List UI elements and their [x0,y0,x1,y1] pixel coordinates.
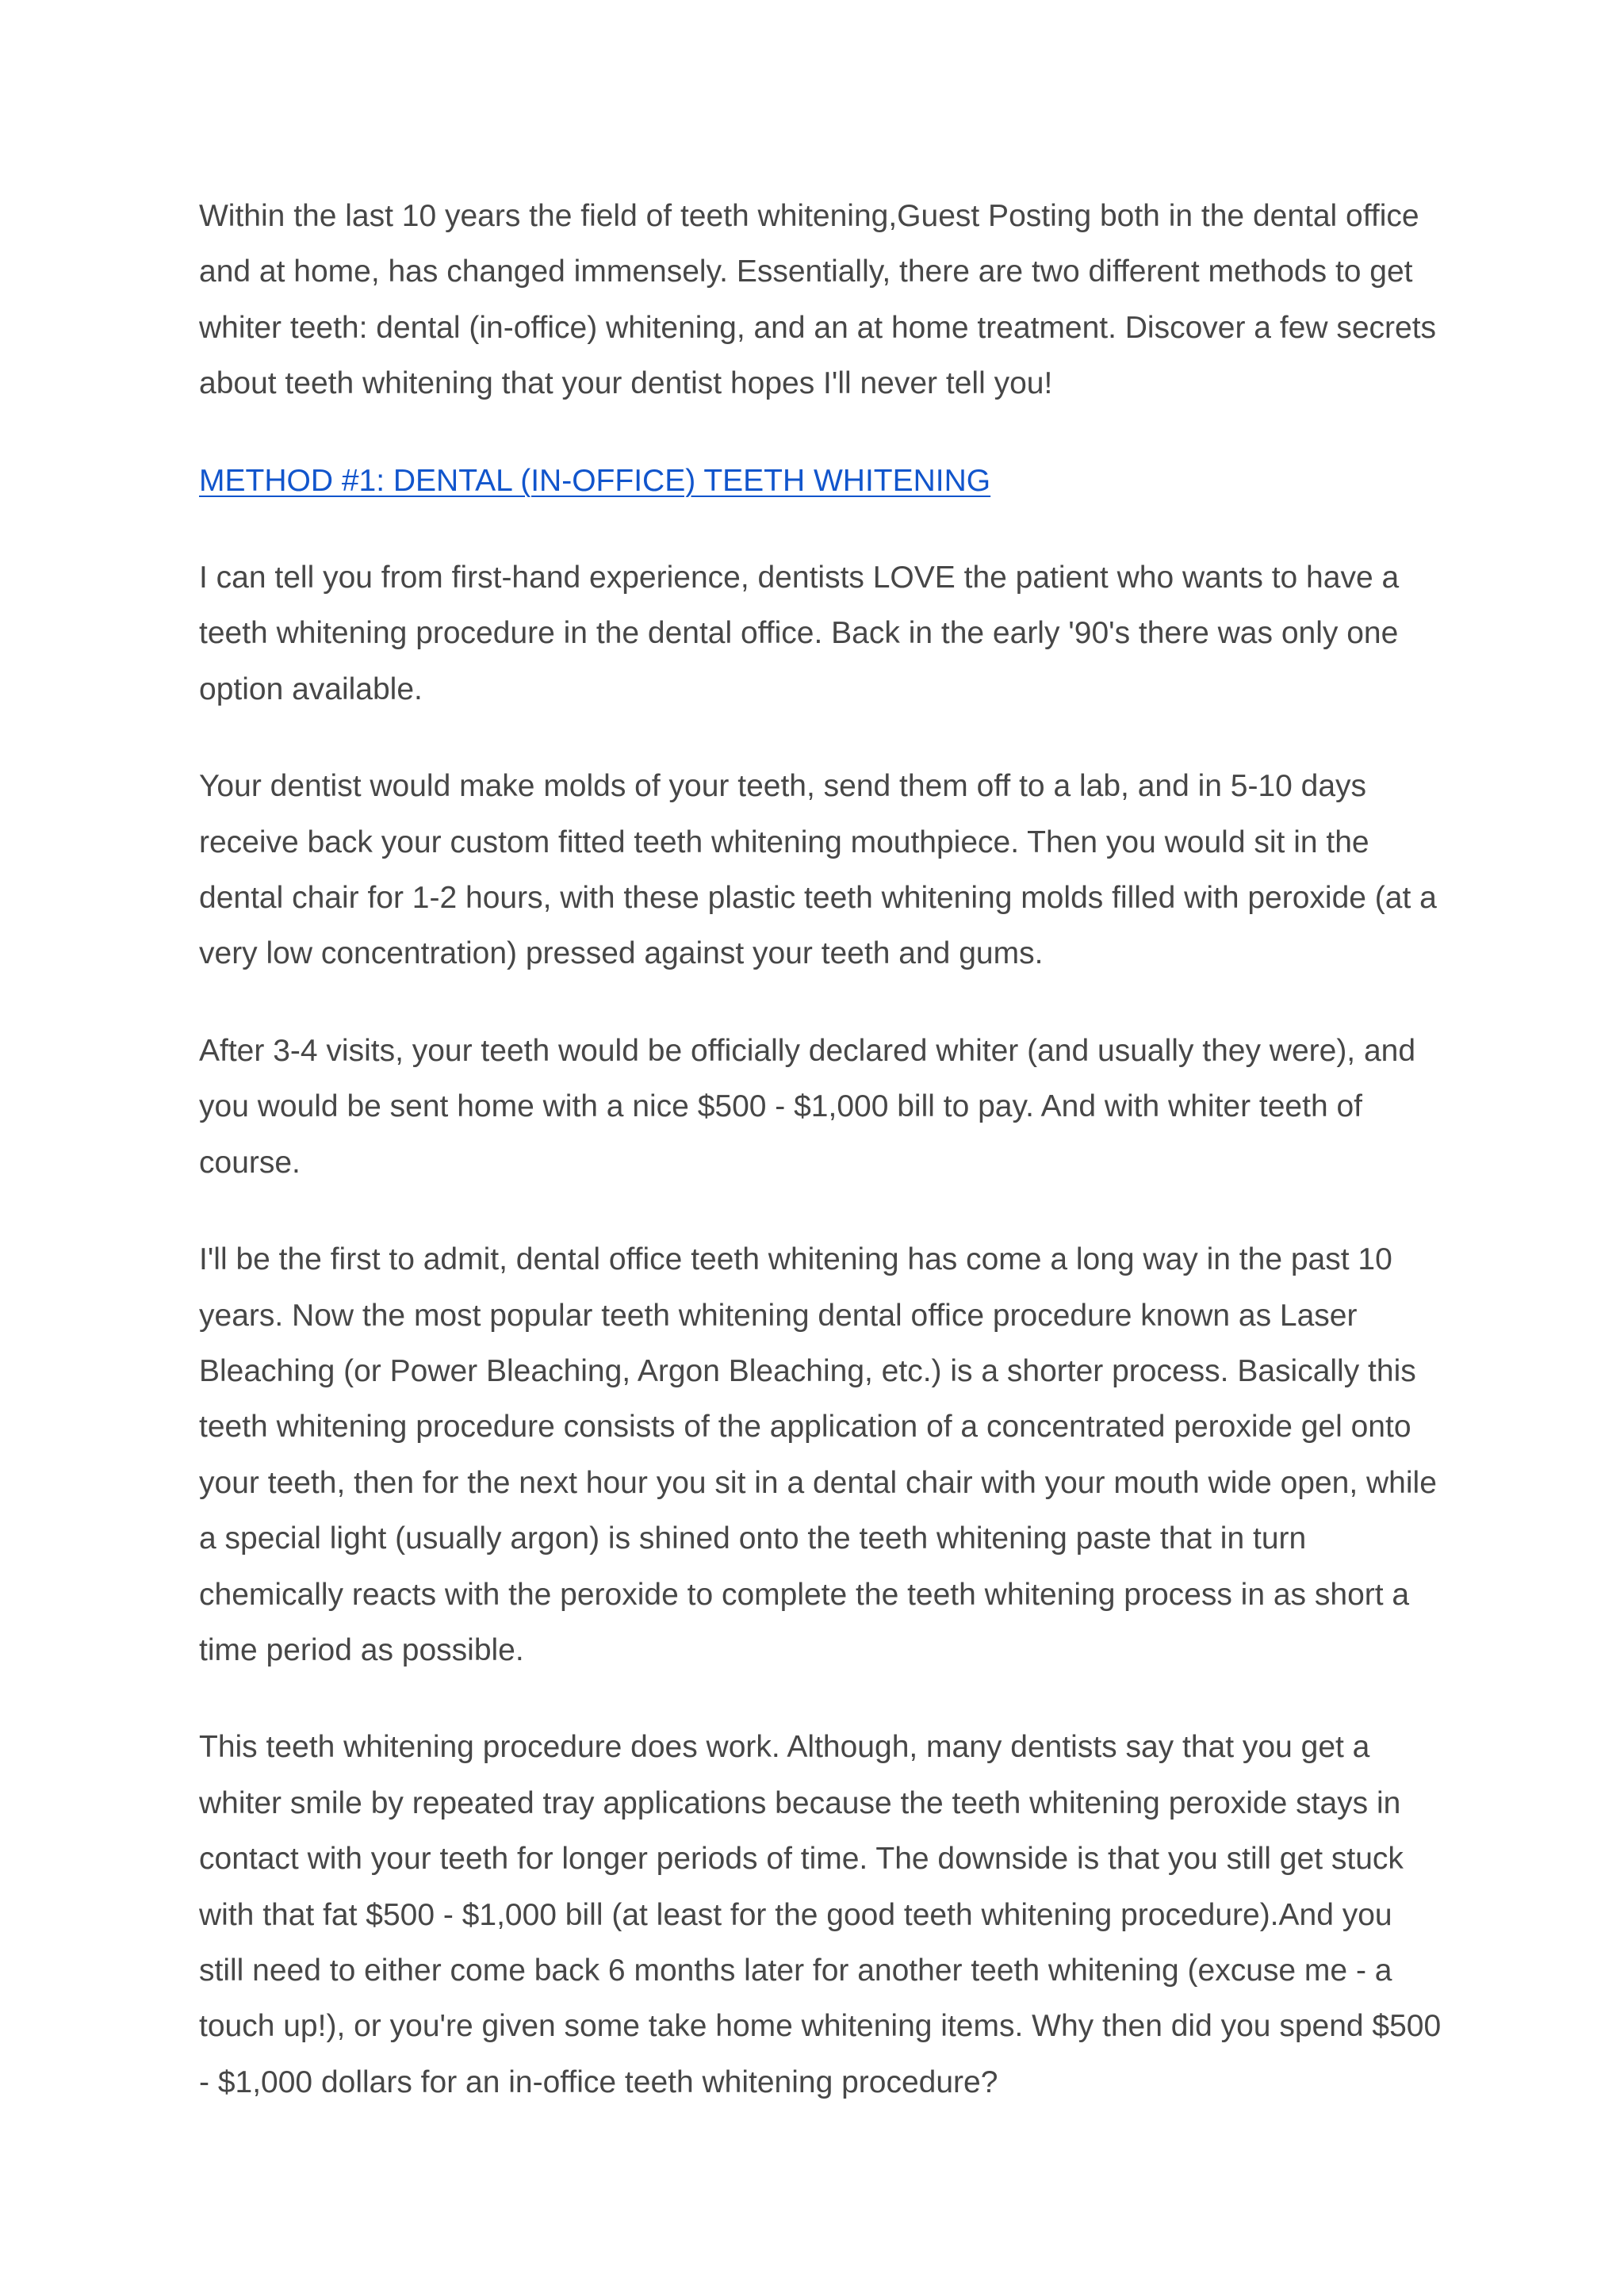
method-1-heading-link[interactable]: METHOD #1: DENTAL (IN-OFFICE) TEETH WHITENING [199,463,991,498]
document-body [199,189,1444,2152]
method-1-heading [199,453,1444,509]
paragraph-visits: After 3-4 visits, your teeth would be officially declared whiter (and usually they were), and you would be sent home with a nice $500 - $1,000 bill to pay. And with whiter teeth of course. [199,1033,1416,1180]
paragraph-laser: I'll be the first to admit, dental office teeth whitening has come a long way in the past 10 years. Now the most popular teeth whitening dental office procedure known as Laser Bleaching (or Power Bleaching, Argon Bleaching, etc.) is a shorter process. Basically this teeth whitening procedure consists of the application of a concentrated peroxide gel onto your teeth, then for the next hour you sit in a dental chair with your mouth wide open, while a special light (usually argon) is shined onto the teeth whitening paste that in turn chemically reacts with the peroxide to complete the teeth whitening process in as short a time period as possible. [199,1242,1437,1667]
paragraph-first-hand: I can tell you from first-hand experience, dentists LOVE the patient who wants to have a teeth whitening procedure in the dental office. Back in the early '90's there was only one option available. [199,561,1400,706]
paragraph-molds: Your dentist would make molds of your teeth, send them off to a lab, and in 5-10 days receive back your custom fitted teeth whitening mouthpiece. Then you would sit in the dental chair for 1-2 hours, with these plastic teeth whitening molds filled with peroxide (at a very low concentration) pressed against your teeth and gums. [199,769,1437,971]
paragraph-intro: Within the last 10 years the field of teeth whitening,Guest Posting both in the dental office and at home, has changed immensely. Essentially, there are two different methods to get whiter teeth: dental (in-office) whitening, and an at home treatment. Discover a few secrets about teeth whitening that your dentist hopes I'll never tell you! [199,199,1437,401]
paragraph-does-work: This teeth whitening procedure does work. Although, many dentists say that you get a whiter smile by repeated tray applications because the teeth whitening peroxide stays in contact with your teeth for longer periods of time. The downside is that you still get stuck with that fat $500 - $1,000 bill (at least for the good teeth whitening procedure).And you still need to either come back 6 months later for another teeth whitening (excuse me - a touch up!), or you're given some take home whitening items. Why then did you spend $500 - $1,000 dollars for an in-office teeth whitening procedure? [199,1730,1442,2099]
